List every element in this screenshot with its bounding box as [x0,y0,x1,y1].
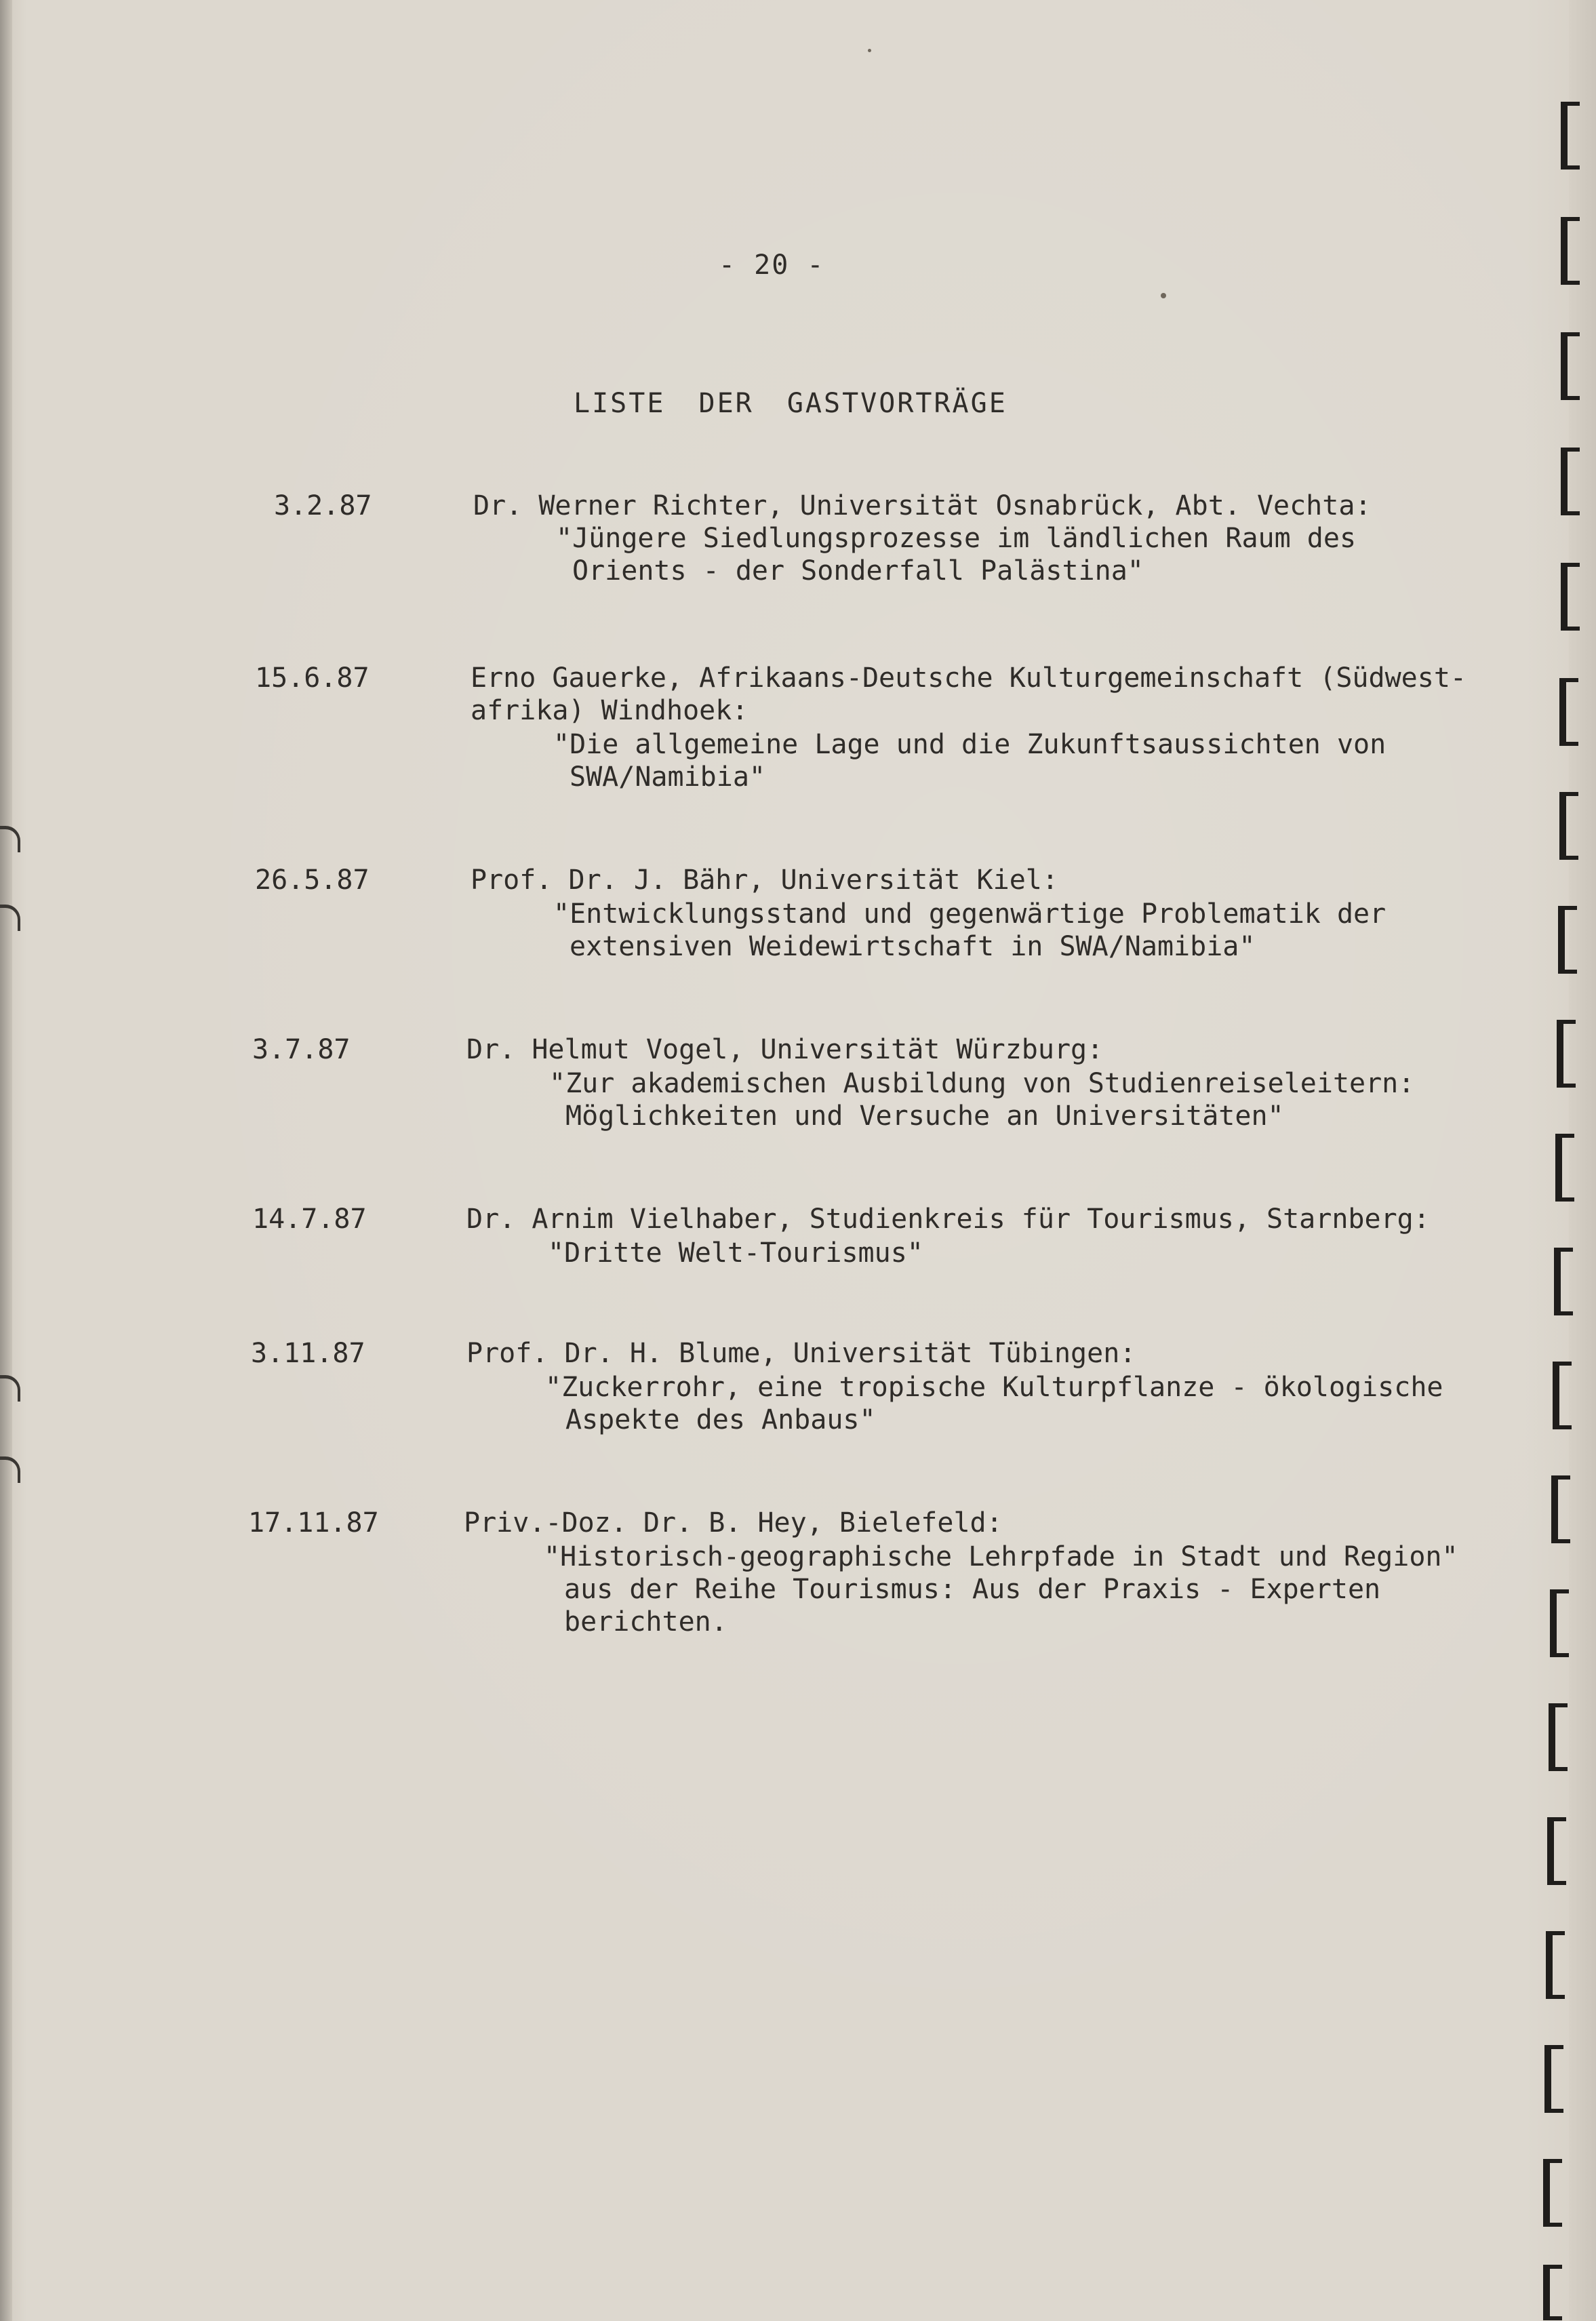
page-number: - 20 - [719,250,825,281]
ring-binder-bracket [1559,678,1578,746]
page-speck [1161,293,1166,298]
lecture-speaker: Dr. Helmut Vogel, Universität Würzburg: [466,1034,1104,1065]
ring-binder-bracket [1561,102,1580,170]
ring-binder-bracket [1543,2265,1562,2320]
ring-binder-bracket [1561,448,1580,515]
lecture-speaker: Erno Gauerke, Afrikaans-Deutsche Kulturgemeinschaft (Südwest- [471,662,1467,694]
lecture-date: 15.6.87 [255,662,370,694]
lecture-title-line: Möglichkeiten und Versuche an Universitäten" [565,1100,1284,1132]
lecture-speaker-continuation: afrika) Windhoek: [471,695,749,726]
ring-binder-bracket [1558,906,1577,974]
lecture-title-line: SWA/Namibia" [570,761,765,793]
lecture-date: 26.5.87 [255,865,370,896]
ring-binder-bracket [1546,1931,1565,1999]
ring-binder-bracket [1559,792,1578,860]
lecture-date: 3.11.87 [251,1338,365,1369]
lecture-title-line: extensiven Weidewirtschaft in SWA/Namibia" [570,931,1256,962]
ring-binder-bracket [1561,332,1580,400]
lecture-title-line: "Dritte Welt-Tourismus" [548,1237,923,1269]
ring-binder-bracket [1549,1703,1568,1771]
lecture-title-line: "Historisch-geographische Lehrpfade in Stadt und Region" [544,1541,1458,1572]
lecture-speaker: Priv.-Doz. Dr. B. Hey, Bielefeld: [464,1507,1003,1539]
lecture-title-line: "Zuckerrohr, eine tropische Kulturpflanze - ökologische [545,1372,1443,1403]
ring-binder-bracket [1553,1362,1572,1429]
lecture-title-line: "Entwicklungsstand und gegenwärtige Problematik der [553,898,1386,930]
page-heading: LISTE DER GASTVORTRÄGE [574,388,1008,419]
lecture-date: 3.2.87 [274,490,372,521]
lecture-speaker: Dr. Werner Richter, Universität Osnabrück, Abt. Vechta: [473,490,1372,521]
ring-binder-bracket [1555,1134,1574,1202]
binder-hole-mark [0,905,20,931]
binder-hole-mark [0,1375,20,1402]
lecture-date: 14.7.87 [252,1204,367,1235]
lecture-title-line: berichten. [564,1606,727,1638]
ring-binder-bracket [1554,1248,1573,1315]
lecture-title-line: "Die allgemeine Lage und die Zukunftsaussichten von [553,729,1386,760]
lecture-speaker: Dr. Arnim Vielhaber, Studienkreis für Tourismus, Starnberg: [466,1204,1430,1235]
page-speck [868,49,871,52]
lecture-date: 3.7.87 [252,1034,351,1065]
lecture-title-line: "Jüngere Siedlungsprozesse im ländlichen Raum des [556,523,1357,554]
lecture-speaker: Prof. Dr. J. Bähr, Universität Kiel: [471,865,1058,896]
lecture-title-line: "Zur akademischen Ausbildung von Studienreiseleitern: [549,1068,1415,1099]
ring-binder-bracket [1550,1589,1569,1657]
ring-binder-bracket [1561,563,1580,631]
binder-hole-mark [0,1456,20,1483]
ring-binder-bracket [1557,1020,1576,1088]
lecture-title-line: aus der Reihe Tourismus: Aus der Praxis - Experten [564,1574,1381,1605]
lecture-title-line: Aspekte des Anbaus" [565,1404,876,1435]
binding-edge [0,0,12,2321]
ring-binder-bracket [1561,217,1580,285]
ring-binder-bracket [1547,1817,1566,1885]
ring-binder-bracket [1551,1475,1570,1543]
lecture-title-line: Orients - der Sonderfall Palästina" [572,555,1144,587]
ring-binder-bracket [1543,2159,1562,2227]
lecture-date: 17.11.87 [248,1507,379,1539]
lecture-speaker: Prof. Dr. H. Blume, Universität Tübingen: [466,1338,1136,1369]
ring-binder-bracket [1544,2045,1563,2113]
binder-hole-mark [0,826,20,852]
